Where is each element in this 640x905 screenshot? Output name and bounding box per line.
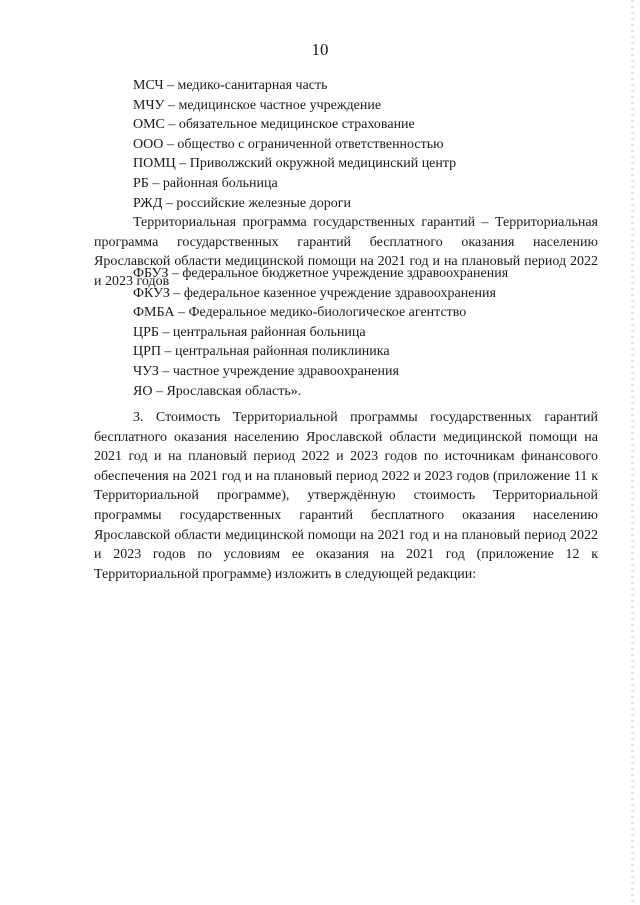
abbreviation-item: ПОМЦ – Приволжский окружной медицинский центр (133, 156, 457, 172)
item-3-paragraph (94, 408, 598, 584)
scan-edge-artifact (631, 0, 634, 905)
abbreviation-item: ФБУЗ – федеральное бюджетное учреждение здравоохранения (133, 266, 509, 281)
abbreviation-list-top (133, 76, 603, 213)
abbreviation-item: ЯО – Ярославская область». (133, 383, 302, 399)
abbreviation-item: ЦРБ – центральная районная больница (133, 324, 366, 340)
page-number: 10 (311, 40, 329, 59)
abbreviation-item: ФМБА – Федеральное медико-биологическое агентство (133, 305, 467, 321)
abbreviation-list-bottom (133, 264, 603, 401)
abbreviation-item: ОМС – обязательное медицинское страхование (133, 117, 415, 133)
item-3-text: 3. Стоимость Территориальной программы государственных гарантий бесплатного оказания населению Ярославской области медицинской помощи на 2021 год и на плановый период 2022 и 2023 годов по источникам финансового обеспечения на 2021 год и на плановый период 2022 и 2023 годов (приложение 11 к Территориальной программе), утверждённую стоимость Территориальной программы государственных гарантий бесплатного оказания населению Ярославской области медицинской помощи на 2021 год и на плановый период 2022 и 2023 годов по условиям ее оказания на 2021 год (приложение 12 к Территориальной программе) изложить в следующей редакции: (94, 410, 598, 582)
abbreviation-item: РБ – районная больница (133, 175, 278, 191)
abbreviation-item: РЖД – российские железные дороги (133, 195, 351, 211)
abbreviation-item: МСЧ – медико-санитарная часть (133, 78, 328, 93)
abbreviation-item: ЦРП – центральная районная поликлиника (133, 344, 390, 360)
abbreviation-item: ЧУЗ – частное учреждение здравоохранения (133, 363, 399, 379)
abbreviation-item: ФКУЗ – федеральное казенное учреждение здравоохранения (133, 285, 496, 301)
abbreviation-item: МЧУ – медицинское частное учреждение (133, 97, 382, 113)
definition-text: Территориальная программа государственных гарантий – Территориальная программа государственных гарантий бесплатного оказания населению Ярославской области медицинской помощи на 2021 год и на плановый период 2022 и 2023 годов (94, 215, 598, 289)
abbreviation-item: ООО – общество с ограниченной ответственностью (133, 136, 444, 152)
